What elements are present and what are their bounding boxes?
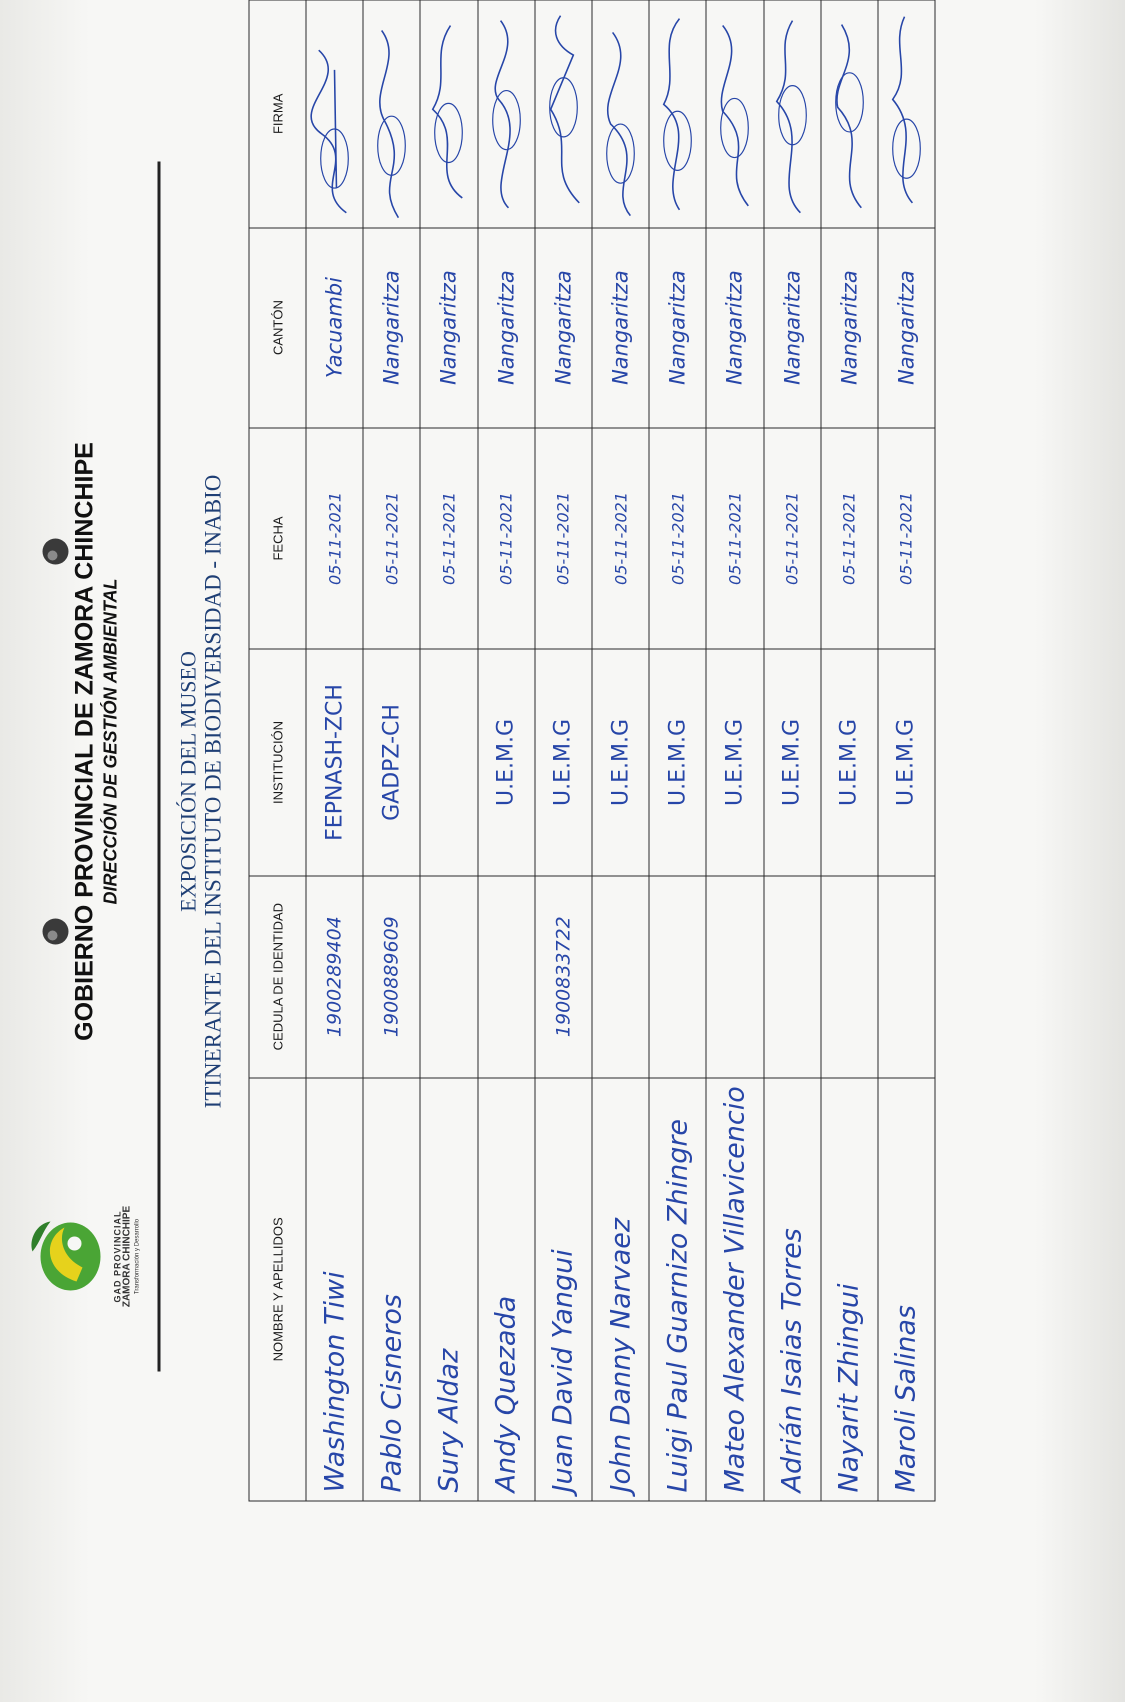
attendance-table	[249, 0, 936, 1502]
column-header: FECHA	[249, 428, 306, 650]
attendee-id	[649, 876, 706, 1078]
attendee-id: 1900889609	[363, 876, 420, 1078]
header-divider	[158, 162, 161, 1372]
attendee-institution: GADPZ-CH	[363, 649, 420, 875]
page-subtitle: DIRECCIÓN DE GESTIÓN AMBIENTAL	[100, 578, 121, 905]
table-row	[363, 0, 420, 1501]
attendee-date: 05-11-2021	[306, 428, 363, 650]
handwritten-signature	[421, 1, 477, 228]
table-row	[878, 0, 935, 1501]
signature-cell	[821, 0, 878, 228]
signature-cell	[592, 0, 649, 228]
attendee-date: 05-11-2021	[592, 428, 649, 650]
signature-cell	[706, 0, 763, 228]
column-header: CEDULA DE IDENTIDAD	[249, 876, 306, 1078]
signature-cell	[764, 0, 821, 228]
table-row	[764, 0, 821, 1501]
table-body	[306, 0, 935, 1501]
attendee-id	[821, 876, 878, 1078]
table-row	[306, 0, 363, 1501]
table-row	[592, 0, 649, 1501]
attendee-name: Maroli Salinas	[878, 1078, 935, 1501]
handwritten-signature	[707, 1, 763, 228]
attendee-name: John Danny Narvaez	[592, 1078, 649, 1501]
attendee-institution: U.E.M.G	[764, 649, 821, 875]
attendee-date: 05-11-2021	[535, 428, 592, 650]
attendee-canton: Nangaritza	[363, 228, 420, 428]
attendee-canton: Nangaritza	[592, 228, 649, 428]
handwritten-signature	[650, 1, 706, 228]
attendee-id	[478, 876, 535, 1078]
attendee-date: 05-11-2021	[878, 428, 935, 650]
column-header: CANTÓN	[249, 228, 306, 428]
signature-cell	[478, 0, 535, 228]
logo-line1: GAD PROVINCIAL	[112, 1210, 123, 1303]
table-row	[478, 0, 535, 1501]
attendee-id: 1900289404	[306, 876, 363, 1078]
event-title-line2: ITINERANTE DEL INSTITUTO DE BIODIVERSIDAD - INABIO	[200, 474, 226, 1109]
attendee-id	[420, 876, 477, 1078]
attendee-name: Nayarit Zhingui	[821, 1078, 878, 1501]
table-row	[706, 0, 763, 1501]
attendee-date: 05-11-2021	[420, 428, 477, 650]
attendee-id	[878, 876, 935, 1078]
attendee-name: Andy Quezada	[478, 1078, 535, 1501]
attendee-canton: Nangaritza	[535, 228, 592, 428]
attendee-date: 05-11-2021	[821, 428, 878, 650]
table-header-row	[249, 0, 306, 1501]
page-title: GOBIERNO PROVINCIAL DE ZAMORA CHINCHIPE	[70, 442, 99, 1041]
attendee-date: 05-11-2021	[478, 428, 535, 650]
logo-line3: Transformación y Desarrollo	[134, 1218, 141, 1295]
attendee-institution: U.E.M.G	[878, 649, 935, 875]
attendee-id: 1900833722	[535, 876, 592, 1078]
attendee-institution: U.E.M.G	[592, 649, 649, 875]
attendee-id	[764, 876, 821, 1078]
handwritten-signature	[478, 1, 534, 228]
signature-cell	[363, 0, 420, 228]
signature-cell	[306, 0, 363, 228]
attendee-canton: Nangaritza	[478, 228, 535, 428]
attendee-institution	[420, 649, 477, 875]
attendee-institution: U.E.M.G	[535, 649, 592, 875]
attendee-canton: Nangaritza	[821, 228, 878, 428]
attendee-institution: U.E.M.G	[478, 649, 535, 875]
attendee-name: Mateo Alexander Villavicencio	[706, 1078, 763, 1501]
handwritten-signature	[878, 1, 934, 228]
attendee-name: Juan David Yangui	[535, 1078, 592, 1501]
attendee-canton: Nangaritza	[649, 228, 706, 428]
table-row	[535, 0, 592, 1501]
rotated-page	[1, 0, 1125, 1702]
handwritten-signature	[535, 1, 591, 228]
handwritten-signature	[821, 1, 877, 228]
handwritten-signature	[364, 1, 420, 228]
attendee-institution: FEPNASH-ZCH	[306, 649, 363, 875]
handwritten-signature	[593, 1, 649, 228]
gad-emblem-icon	[25, 1212, 111, 1302]
attendee-name: Washington Tiwi	[306, 1078, 363, 1501]
attendee-date: 05-11-2021	[764, 428, 821, 650]
attendee-name: Adrián Isaias Torres	[764, 1078, 821, 1501]
attendee-canton: Nangaritza	[706, 228, 763, 428]
attendee-canton: Nangaritza	[878, 228, 935, 428]
logo-caption	[113, 1172, 143, 1342]
attendee-institution: U.E.M.G	[821, 649, 878, 875]
attendee-canton: Nangaritza	[420, 228, 477, 428]
column-header: NOMBRE Y APELLIDOS	[249, 1078, 306, 1501]
signature-cell	[878, 0, 935, 228]
table-row	[420, 0, 477, 1501]
attendee-date: 05-11-2021	[706, 428, 763, 650]
logo-line2: ZAMORA CHINCHIPE	[121, 1205, 133, 1308]
seal-icon	[41, 917, 71, 947]
column-header: FIRMA	[249, 0, 306, 228]
attendee-date: 05-11-2021	[649, 428, 706, 650]
signature-cell	[649, 0, 706, 228]
signature-cell	[420, 0, 477, 228]
column-header: INSTITUCIÓN	[249, 649, 306, 875]
handwritten-signature	[764, 1, 820, 228]
gad-logo	[21, 1142, 151, 1372]
attendee-institution: U.E.M.G	[649, 649, 706, 875]
attendee-id	[706, 876, 763, 1078]
attendee-canton: Yacuambi	[306, 228, 363, 428]
attendee-name: Sury Aldaz	[420, 1078, 477, 1501]
attendee-date: 05-11-2021	[363, 428, 420, 650]
handwritten-signature	[307, 1, 363, 228]
attendee-canton: Nangaritza	[764, 228, 821, 428]
signature-cell	[535, 0, 592, 228]
attendee-name: Pablo Cisneros	[363, 1078, 420, 1501]
attendee-institution: U.E.M.G	[706, 649, 763, 875]
seal-icon	[41, 537, 71, 567]
attendee-id	[592, 876, 649, 1078]
table-row	[649, 0, 706, 1501]
table-row	[821, 0, 878, 1501]
attendee-name: Luigi Paul Guarnizo Zhingre	[649, 1078, 706, 1501]
event-title-line1: EXPOSICIÓN DEL MUSEO	[175, 651, 201, 912]
